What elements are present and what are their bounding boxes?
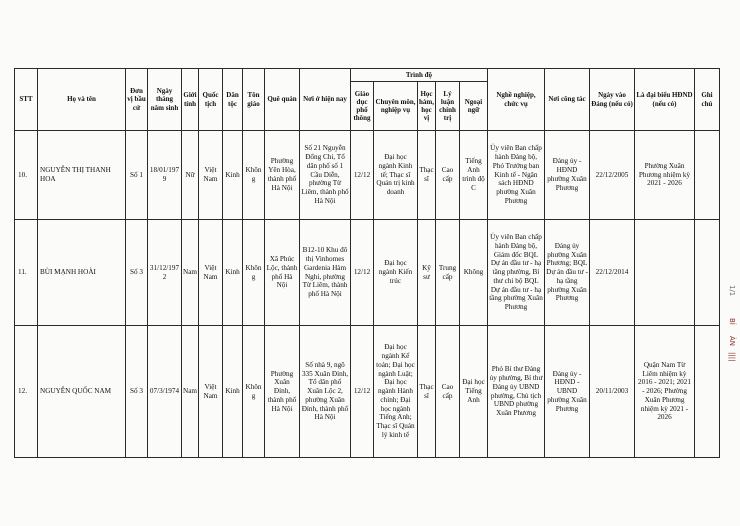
header-hometown: Quê quán <box>265 69 300 131</box>
row-party-date: 22/12/2014 <box>590 220 635 326</box>
margin-mark: 1/1 <box>728 285 736 297</box>
row-residence: Số nhà 9, ngõ 335 Xuân Đỉnh, Tổ dân phố Xuân Lộc 2, phường Xuân Đỉnh, thành phố Hà Nội <box>300 326 351 458</box>
row-name: BÙI MẠNH HOÀI <box>38 220 126 326</box>
header-unit: Đơn vị bầu cử <box>126 69 148 131</box>
header-religion: Tôn giáo <box>243 69 265 131</box>
row-residence: Số 21 Nguyễn Đổng Chi, Tổ dân phố số 1 Cầu Diễn, phường Từ Liêm, thành phố Hà Nội <box>300 131 351 220</box>
header-specialty: Chuyên môn, nghiệp vụ <box>374 82 418 131</box>
row-specialty: Đại học ngành Kiến trúc <box>374 220 418 326</box>
row-name: NGUYỄN QUỐC NAM <box>38 326 126 458</box>
header-name: Họ và tên <box>38 69 126 131</box>
row-note <box>695 326 720 458</box>
row-party-date: 20/11/2003 <box>590 326 635 458</box>
header-occupation: Nghề nghiệp, chức vụ <box>488 69 545 131</box>
header-residence: Nơi ở hiện nay <box>300 69 351 131</box>
row-hometown: Xã Phúc Lộc, thành phố Hà Nội <box>265 220 300 326</box>
row-unit: Số 3 <box>126 326 148 458</box>
row-ethnicity: Kinh <box>223 326 243 458</box>
row-hdnd-delegate: Quận Nam Từ Liêm nhiệm kỳ 2016 - 2021; 2021 - 2026; Phường Xuân Phương nhiệm kỳ 2021 - 2026 <box>635 326 695 458</box>
row-name: NGUYỄN THỊ THANH HOA <box>38 131 126 220</box>
row-religion: Không <box>243 220 265 326</box>
row-nationality: Việt Nam <box>199 131 223 220</box>
header-dob: Ngày tháng năm sinh <box>148 69 182 131</box>
row-party-date: 22/12/2005 <box>590 131 635 220</box>
row-specialty: Đại học ngành Kế toán; Đại học ngành Luật; Đại học ngành Hành chính; Đại học ngành Tiếng Anh; Thạc sĩ Quản lý kinh tế <box>374 326 418 458</box>
row-nationality: Việt Nam <box>199 220 223 326</box>
row-hdnd-delegate <box>635 220 695 326</box>
row-hdnd-delegate: Phường Xuân Phương nhiệm kỳ 2021 - 2026 <box>635 131 695 220</box>
row-religion: Không <box>243 326 265 458</box>
row-ethnicity: Kinh <box>223 131 243 220</box>
row-note <box>695 220 720 326</box>
row-foreign-lang: Không <box>460 220 488 326</box>
row-foreign-lang: Tiếng Anh trình độ C <box>460 131 488 220</box>
row-dob: 07/3/1974 <box>148 326 182 458</box>
row-degree: Thạc sĩ <box>418 131 436 220</box>
row-gender: Nam <box>182 220 199 326</box>
row-note <box>695 131 720 220</box>
row-dob: 31/12/1972 <box>148 220 182 326</box>
row-general-edu: 12/12 <box>351 131 374 220</box>
table-row <box>15 220 720 326</box>
margin-mark: BÍ <box>728 318 736 325</box>
header-foreign-lang: Ngoại ngữ <box>460 82 488 131</box>
row-stt: 10. <box>15 131 38 220</box>
row-occupation: Phó Bí thư Đảng ủy phường, Bí thư Đảng ủy UBND phường, Chủ tịch UBND phường Xuân Phương <box>488 326 545 458</box>
row-occupation: Ủy viên Ban chấp hành Đảng bộ, Phó Trưởng ban Kinh tế - Ngân sách HĐND phường Xuân Phương <box>488 131 545 220</box>
row-unit: Số 3 <box>126 220 148 326</box>
row-unit: Số 1 <box>126 131 148 220</box>
header-education-group: Trình độ <box>351 69 488 82</box>
row-stt: 12. <box>15 326 38 458</box>
row-occupation: Ủy viên Ban chấp hành Đảng bộ, Giám đốc BQL Dự án đầu tư - hạ tầng phường, Bí thư chi bộ BQL Dự án đầu tư - hạ tầng phường Xuân Phương <box>488 220 545 326</box>
header-ethnicity: Dân tộc <box>223 69 243 131</box>
row-religion: Không <box>243 131 265 220</box>
header-nationality: Quốc tịch <box>199 69 223 131</box>
row-degree: Thạc sĩ <box>418 326 436 458</box>
row-ethnicity: Kinh <box>223 220 243 326</box>
row-politics: Trung cấp <box>436 220 460 326</box>
row-dob: 18/01/1979 <box>148 131 182 220</box>
table-row <box>15 326 720 458</box>
margin-mark: ÀN <box>728 336 736 347</box>
row-workplace: Đảng ủy - HĐND phường Xuân Phương <box>545 131 590 220</box>
row-hometown: Phường Xuân Đỉnh, thành phố Hà Nội <box>265 326 300 458</box>
header-degree: Học hàm, học vị <box>418 82 436 131</box>
header-note: Ghi chú <box>695 69 720 131</box>
candidate-table <box>14 68 720 458</box>
row-specialty: Đại học ngành Kinh tế; Thạc sĩ Quản trị kinh doanh <box>374 131 418 220</box>
row-residence: B12-10 Khu đô thị Vinhomes Gardenia Hàm Nghi, phường Từ Liêm, thành phố Hà Nội <box>300 220 351 326</box>
row-politics: Cao cấp <box>436 326 460 458</box>
table-row <box>15 131 720 220</box>
header-stt: STT <box>15 69 38 131</box>
row-hometown: Phường Yên Hòa, thành phố Hà Nội <box>265 131 300 220</box>
row-general-edu: 12/12 <box>351 326 374 458</box>
row-workplace: Đảng ủy - HĐND - UBND phường Xuân Phương <box>545 326 590 458</box>
row-general-edu: 12/12 <box>351 220 374 326</box>
header-hdnd-delegate: Là đại biểu HĐND (nếu có) <box>635 69 695 131</box>
margin-mark: |||| <box>728 352 736 362</box>
header-workplace: Nơi công tác <box>545 69 590 131</box>
header-party-date: Ngày vào Đảng (nếu có) <box>590 69 635 131</box>
row-degree: Kỹ sư <box>418 220 436 326</box>
header-gender: Giới tính <box>182 69 199 131</box>
row-foreign-lang: Đại học Tiếng Anh <box>460 326 488 458</box>
row-workplace: Đảng ủy phường Xuân Phương; BQL Dự án đầu tư - hạ tầng phường Xuân Phương <box>545 220 590 326</box>
row-nationality: Việt Nam <box>199 326 223 458</box>
row-stt: 11. <box>15 220 38 326</box>
row-gender: Nữ <box>182 131 199 220</box>
row-gender: Nam <box>182 326 199 458</box>
header-general-edu: Giáo dục phổ thông <box>351 82 374 131</box>
header-politics: Lý luận chính trị <box>436 82 460 131</box>
row-politics: Cao cấp <box>436 131 460 220</box>
